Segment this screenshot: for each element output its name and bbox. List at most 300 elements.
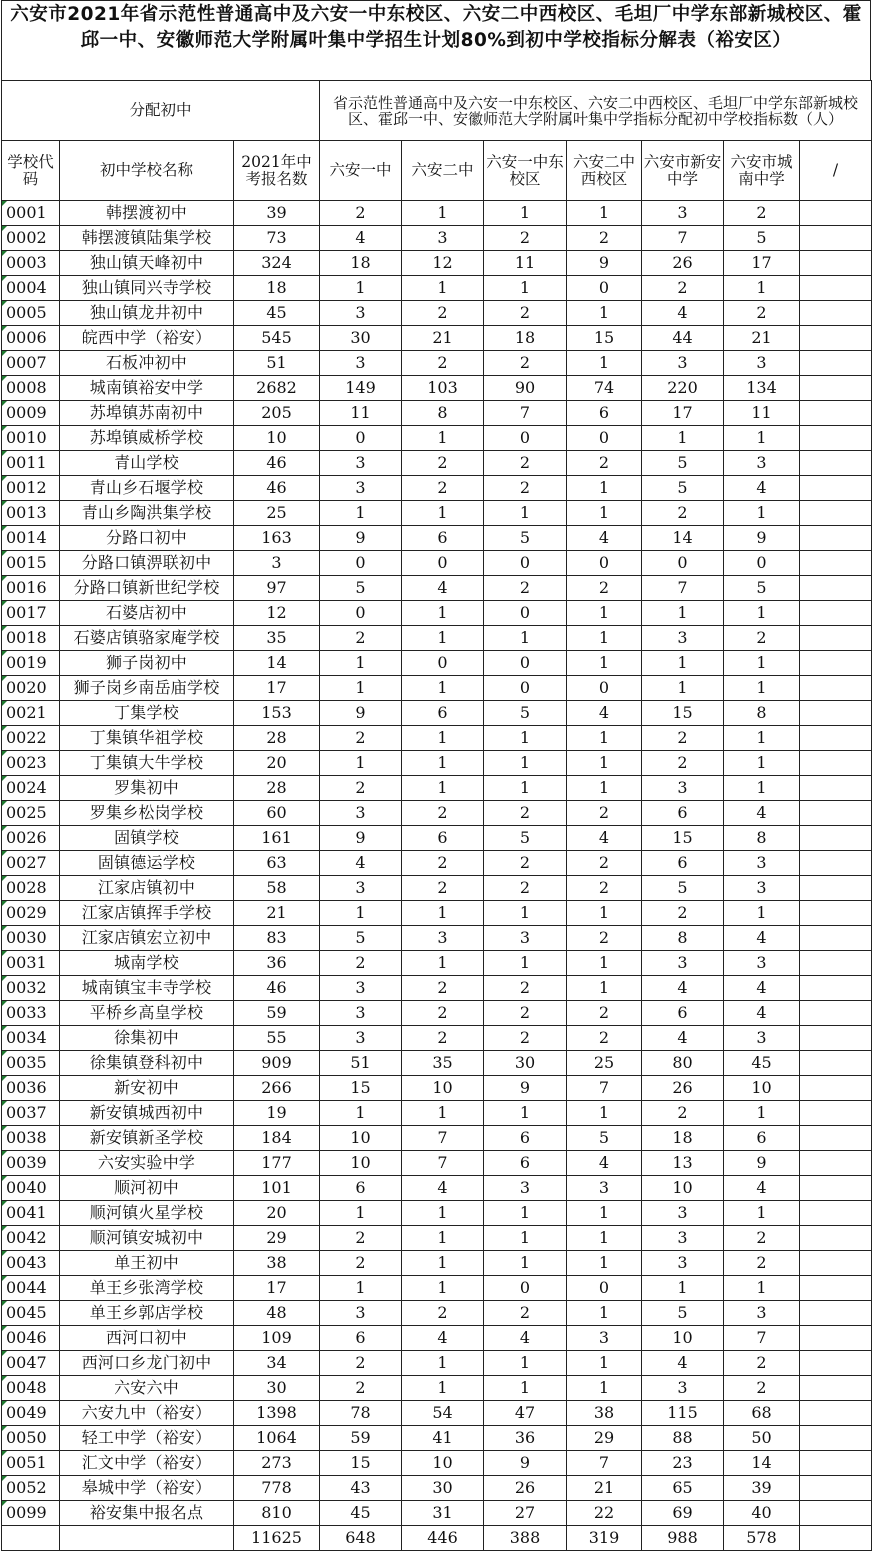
cell-liuan-no2: 1 — [402, 626, 484, 651]
cell-applicants: 51 — [234, 351, 320, 376]
cell-school-code: 0042 — [2, 1226, 60, 1251]
cell-school-code: 0099 — [2, 1501, 60, 1526]
cell-applicants: 324 — [234, 251, 320, 276]
cell-chengnan: 2 — [724, 1251, 800, 1276]
table-row — [2, 676, 872, 701]
cell-liuan-no2: 6 — [402, 526, 484, 551]
cell-liuan-no1-east: 1 — [484, 1226, 567, 1251]
cell-liuan-no2: 4 — [402, 576, 484, 601]
cell-liuan-no2-west: 2 — [567, 876, 642, 901]
cell-applicants: 778 — [234, 1476, 320, 1501]
cell-school-name: 汇文中学（裕安） — [60, 1451, 234, 1476]
cell-liuan-no2: 1 — [402, 1251, 484, 1276]
cell-applicants: 10 — [234, 426, 320, 451]
cell-liuan-no2: 21 — [402, 326, 484, 351]
cell-chengnan: 8 — [724, 701, 800, 726]
cell-school-code: 0036 — [2, 1076, 60, 1101]
cell-school-name: 石婆店初中 — [60, 601, 234, 626]
cell-xinan: 3 — [642, 1226, 724, 1251]
cell-chengnan: 21 — [724, 326, 800, 351]
cell-chengnan: 1 — [724, 426, 800, 451]
cell-school-name: 韩摆渡镇陆集学校 — [60, 226, 234, 251]
cell-liuan-no2-west: 1 — [567, 1376, 642, 1401]
table-row — [2, 276, 872, 301]
cell-liuan-no1-east: 2 — [484, 351, 567, 376]
cell-blank — [800, 701, 872, 726]
cell-liuan-no2-west: 1 — [567, 351, 642, 376]
cell-xinan: 17 — [642, 401, 724, 426]
cell-school-name: 青山乡陶洪集学校 — [60, 501, 234, 526]
sheet-title: 六安市2021年省示范性普通高中及六安一中东校区、六安二中西校区、毛坦厂中学东部新城校区、霍邱一中、安徽师范大学附属叶集中学招生计划80%到初中学校指标分解表（裕安区） — [1, 0, 871, 80]
cell-school-name: 六安实验中学 — [60, 1151, 234, 1176]
cell-chengnan: 3 — [724, 1301, 800, 1326]
cell-liuan-no2: 1 — [402, 501, 484, 526]
cell-liuan-no1-east: 2 — [484, 1026, 567, 1051]
cell-liuan-no2-west: 0 — [567, 551, 642, 576]
cell-liuan-no2-west: 1 — [567, 751, 642, 776]
cell-blank — [800, 401, 872, 426]
cell-liuan-no1: 2 — [320, 1351, 402, 1376]
cell-blank — [800, 1176, 872, 1201]
cell-liuan-no1: 3 — [320, 451, 402, 476]
cell-liuan-no2-west: 4 — [567, 526, 642, 551]
table-row — [2, 1501, 872, 1526]
cell-school-name: 青山乡石堰学校 — [60, 476, 234, 501]
table-row — [2, 451, 872, 476]
cell-liuan-no2-west: 4 — [567, 701, 642, 726]
table-row — [2, 1476, 872, 1501]
cell-liuan-no1-east: 1 — [484, 276, 567, 301]
cell-liuan-no2: 1 — [402, 601, 484, 626]
cell-liuan-no2: 1 — [402, 1276, 484, 1301]
col-header-name: 初中学校名称 — [60, 141, 234, 201]
cell-liuan-no1: 5 — [320, 926, 402, 951]
cell-school-code: 0021 — [2, 701, 60, 726]
cell-school-code: 0017 — [2, 601, 60, 626]
cell-liuan-no2-west: 1 — [567, 651, 642, 676]
cell-school-code: 0024 — [2, 776, 60, 801]
cell-liuan-no2-west: 29 — [567, 1426, 642, 1451]
cell-liuan-no1: 3 — [320, 1026, 402, 1051]
cell-school-name: 皖西中学（裕安） — [60, 326, 234, 351]
cell-liuan-no1: 1 — [320, 276, 402, 301]
cell-blank — [800, 601, 872, 626]
cell-liuan-no2-west: 1 — [567, 1201, 642, 1226]
cell-school-code: 0038 — [2, 1126, 60, 1151]
cell-school-name: 丁集学校 — [60, 701, 234, 726]
cell-blank — [800, 301, 872, 326]
cell-school-code: 0026 — [2, 826, 60, 851]
table-row — [2, 976, 872, 1001]
cell-school-name: 罗集初中 — [60, 776, 234, 801]
table-row — [2, 776, 872, 801]
cell-blank — [800, 801, 872, 826]
table-row — [2, 1301, 872, 1326]
cell-applicants: 1064 — [234, 1426, 320, 1451]
cell-liuan-no1: 3 — [320, 876, 402, 901]
cell-liuan-no2: 2 — [402, 801, 484, 826]
cell-applicants: 63 — [234, 851, 320, 876]
cell-liuan-no2-west: 1 — [567, 1301, 642, 1326]
cell-applicants: 909 — [234, 1051, 320, 1076]
cell-applicants: 38 — [234, 1251, 320, 1276]
cell-liuan-no2-west: 3 — [567, 1326, 642, 1351]
table-row — [2, 1101, 872, 1126]
cell-liuan-no1-east: 9 — [484, 1076, 567, 1101]
cell-xinan: 1 — [642, 676, 724, 701]
cell-blank — [800, 476, 872, 501]
quota-sheet — [1, 0, 871, 1551]
cell-xinan: 2 — [642, 501, 724, 526]
cell-xinan: 8 — [642, 926, 724, 951]
cell-blank — [800, 1151, 872, 1176]
cell-applicants: 12 — [234, 601, 320, 626]
cell-blank — [800, 651, 872, 676]
cell-applicants: 28 — [234, 776, 320, 801]
cell-liuan-no1: 3 — [320, 976, 402, 1001]
table-row — [2, 401, 872, 426]
cell-xinan: 80 — [642, 1051, 724, 1076]
cell-liuan-no1-east: 1 — [484, 1376, 567, 1401]
table-row — [2, 1076, 872, 1101]
cell-liuan-no1: 2 — [320, 951, 402, 976]
cell-school-name: 单王初中 — [60, 1251, 234, 1276]
cell-chengnan: 1 — [724, 901, 800, 926]
cell-school-name: 江家店镇宏立初中 — [60, 926, 234, 951]
cell-liuan-no1: 2 — [320, 726, 402, 751]
cell-xinan: 65 — [642, 1476, 724, 1501]
cell-liuan-no1-east: 2 — [484, 1001, 567, 1026]
cell-liuan-no2-west: 74 — [567, 376, 642, 401]
cell-school-code: 0007 — [2, 351, 60, 376]
cell-liuan-no2-west: 1 — [567, 201, 642, 226]
cell-school-name: 石婆店镇骆家庵学校 — [60, 626, 234, 651]
cell-school-name: 城南镇宝丰寺学校 — [60, 976, 234, 1001]
cell-xinan: 26 — [642, 251, 724, 276]
cell-liuan-no2-west: 1 — [567, 726, 642, 751]
cell-school-code: 0014 — [2, 526, 60, 551]
table-row — [2, 501, 872, 526]
cell-school-code: 0030 — [2, 926, 60, 951]
cell-liuan-no2: 1 — [402, 776, 484, 801]
cell-chengnan: 1 — [724, 751, 800, 776]
cell-blank — [800, 1376, 872, 1401]
cell-school-name: 罗集乡松岗学校 — [60, 801, 234, 826]
cell-applicants: 39 — [234, 201, 320, 226]
cell-liuan-no2: 4 — [402, 1176, 484, 1201]
cell-chengnan: 0 — [724, 551, 800, 576]
cell-liuan-no1: 18 — [320, 251, 402, 276]
cell-school-code: 0012 — [2, 476, 60, 501]
cell-applicants: 21 — [234, 901, 320, 926]
cell-applicants: 11625 — [234, 1526, 320, 1551]
cell-applicants: 18 — [234, 276, 320, 301]
cell-school-name: 徐集初中 — [60, 1026, 234, 1051]
cell-school-name: 韩摆渡初中 — [60, 201, 234, 226]
cell-xinan: 6 — [642, 1001, 724, 1026]
cell-school-name: 城南学校 — [60, 951, 234, 976]
cell-liuan-no1-east: 6 — [484, 1126, 567, 1151]
cell-chengnan: 3 — [724, 1026, 800, 1051]
cell-blank — [800, 676, 872, 701]
cell-liuan-no1: 3 — [320, 301, 402, 326]
cell-liuan-no1-east: 6 — [484, 1151, 567, 1176]
cell-liuan-no2: 1 — [402, 1226, 484, 1251]
cell-blank — [800, 901, 872, 926]
table-row — [2, 1226, 872, 1251]
cell-school-name: 分路口镇淠联初中 — [60, 551, 234, 576]
cell-liuan-no1-east: 1 — [484, 776, 567, 801]
cell-liuan-no2-west: 1 — [567, 1351, 642, 1376]
table-row — [2, 1001, 872, 1026]
table-row — [2, 376, 872, 401]
cell-xinan: 1 — [642, 1276, 724, 1301]
cell-school-name: 石板冲初中 — [60, 351, 234, 376]
cell-school-code: 0044 — [2, 1276, 60, 1301]
cell-applicants: 35 — [234, 626, 320, 651]
cell-liuan-no2-west: 5 — [567, 1126, 642, 1151]
cell-xinan: 69 — [642, 1501, 724, 1526]
cell-applicants: 2682 — [234, 376, 320, 401]
cell-liuan-no2: 30 — [402, 1476, 484, 1501]
cell-blank — [800, 451, 872, 476]
cell-liuan-no2-west: 0 — [567, 426, 642, 451]
cell-xinan: 988 — [642, 1526, 724, 1551]
cell-blank — [800, 1051, 872, 1076]
cell-liuan-no2: 41 — [402, 1426, 484, 1451]
cell-liuan-no2: 0 — [402, 551, 484, 576]
table-body — [2, 201, 872, 1551]
cell-xinan: 6 — [642, 851, 724, 876]
cell-applicants: 205 — [234, 401, 320, 426]
cell-liuan-no2: 3 — [402, 926, 484, 951]
cell-chengnan: 2 — [724, 1351, 800, 1376]
cell-chengnan: 1 — [724, 276, 800, 301]
cell-liuan-no1-east: 0 — [484, 1276, 567, 1301]
cell-applicants: 17 — [234, 1276, 320, 1301]
cell-liuan-no2: 2 — [402, 876, 484, 901]
cell-liuan-no2: 1 — [402, 426, 484, 451]
cell-liuan-no1-east: 1 — [484, 501, 567, 526]
cell-liuan-no2-west: 1 — [567, 1251, 642, 1276]
table-row — [2, 1351, 872, 1376]
table-row — [2, 1026, 872, 1051]
cell-school-code: 0031 — [2, 951, 60, 976]
cell-chengnan: 7 — [724, 1326, 800, 1351]
table-row — [2, 926, 872, 951]
cell-liuan-no1: 2 — [320, 776, 402, 801]
cell-xinan: 7 — [642, 576, 724, 601]
cell-school-name: 新安初中 — [60, 1076, 234, 1101]
cell-applicants: 48 — [234, 1301, 320, 1326]
table-row — [2, 901, 872, 926]
cell-school-code: 0028 — [2, 876, 60, 901]
cell-applicants: 59 — [234, 1001, 320, 1026]
cell-liuan-no1: 3 — [320, 1301, 402, 1326]
cell-liuan-no2: 7 — [402, 1151, 484, 1176]
cell-liuan-no2-west: 2 — [567, 926, 642, 951]
cell-blank — [800, 726, 872, 751]
cell-chengnan: 1 — [724, 676, 800, 701]
table-row — [2, 476, 872, 501]
cell-school-name: 皋城中学（裕安） — [60, 1476, 234, 1501]
cell-liuan-no2-west: 2 — [567, 226, 642, 251]
cell-xinan: 10 — [642, 1326, 724, 1351]
cell-liuan-no1-east: 9 — [484, 1451, 567, 1476]
cell-blank — [800, 1351, 872, 1376]
cell-liuan-no1: 51 — [320, 1051, 402, 1076]
table-row — [2, 701, 872, 726]
table-row — [2, 1151, 872, 1176]
cell-xinan: 3 — [642, 776, 724, 801]
cell-chengnan: 1 — [724, 776, 800, 801]
cell-chengnan: 1 — [724, 726, 800, 751]
cell-xinan: 3 — [642, 1201, 724, 1226]
cell-xinan: 3 — [642, 951, 724, 976]
cell-liuan-no2: 2 — [402, 1001, 484, 1026]
cell-liuan-no2-west: 1 — [567, 1226, 642, 1251]
cell-school-name: 独山镇龙井初中 — [60, 301, 234, 326]
cell-chengnan: 45 — [724, 1051, 800, 1076]
cell-blank — [800, 276, 872, 301]
cell-blank — [800, 1401, 872, 1426]
cell-chengnan: 4 — [724, 476, 800, 501]
col-header-applicants: 2021年中考报名数 — [234, 141, 320, 201]
cell-applicants: 20 — [234, 1201, 320, 1226]
cell-liuan-no2: 2 — [402, 976, 484, 1001]
cell-liuan-no1: 1 — [320, 1276, 402, 1301]
cell-liuan-no1-east: 3 — [484, 1176, 567, 1201]
assign-group-header: 分配初中 — [2, 81, 320, 141]
quota-group-header: 省示范性普通高中及六安一中东校区、六安二中西校区、毛坦厂中学东部新城校区、霍邱一中、安徽师范大学附属叶集中学指标分配初中学校指标数（人） — [320, 81, 872, 141]
table-row — [2, 576, 872, 601]
cell-school-code: 0034 — [2, 1026, 60, 1051]
col-header-chengnan: 六安市城南中学 — [724, 141, 800, 201]
cell-xinan: 14 — [642, 526, 724, 551]
cell-blank — [800, 1451, 872, 1476]
cell-liuan-no1-east: 2 — [484, 801, 567, 826]
cell-school-name: 江家店镇初中 — [60, 876, 234, 901]
cell-xinan: 115 — [642, 1401, 724, 1426]
cell-liuan-no1: 2 — [320, 1226, 402, 1251]
cell-xinan: 3 — [642, 1376, 724, 1401]
cell-blank — [800, 501, 872, 526]
cell-blank — [800, 1276, 872, 1301]
table-row — [2, 201, 872, 226]
cell-liuan-no2: 54 — [402, 1401, 484, 1426]
cell-school-name: 分路口初中 — [60, 526, 234, 551]
cell-school-code: 0052 — [2, 1476, 60, 1501]
cell-school-name: 轻工中学（裕安） — [60, 1426, 234, 1451]
cell-liuan-no2: 1 — [402, 201, 484, 226]
cell-xinan: 4 — [642, 1351, 724, 1376]
cell-liuan-no1-east: 47 — [484, 1401, 567, 1426]
cell-chengnan: 3 — [724, 351, 800, 376]
cell-school-name: 新安镇新圣学校 — [60, 1126, 234, 1151]
cell-liuan-no1-east: 1 — [484, 626, 567, 651]
cell-liuan-no2: 2 — [402, 351, 484, 376]
cell-liuan-no2-west: 1 — [567, 601, 642, 626]
cell-liuan-no1: 78 — [320, 1401, 402, 1426]
cell-chengnan: 1 — [724, 501, 800, 526]
cell-school-code: 0002 — [2, 226, 60, 251]
cell-chengnan: 1 — [724, 1201, 800, 1226]
cell-xinan: 2 — [642, 726, 724, 751]
cell-blank — [800, 626, 872, 651]
cell-school-name: 丁集镇华祖学校 — [60, 726, 234, 751]
cell-school-name: 苏埠镇威桥学校 — [60, 426, 234, 451]
cell-xinan: 5 — [642, 876, 724, 901]
cell-blank — [800, 526, 872, 551]
cell-xinan: 2 — [642, 276, 724, 301]
cell-applicants: 46 — [234, 476, 320, 501]
cell-xinan: 10 — [642, 1176, 724, 1201]
cell-liuan-no1-east: 2 — [484, 226, 567, 251]
cell-liuan-no2: 10 — [402, 1076, 484, 1101]
cell-xinan: 7 — [642, 226, 724, 251]
cell-xinan: 18 — [642, 1126, 724, 1151]
cell-xinan: 15 — [642, 826, 724, 851]
cell-liuan-no2-west: 21 — [567, 1476, 642, 1501]
cell-liuan-no1-east: 2 — [484, 301, 567, 326]
cell-school-code: 0043 — [2, 1251, 60, 1276]
cell-school-name: 城南镇裕安中学 — [60, 376, 234, 401]
cell-xinan: 44 — [642, 326, 724, 351]
cell-blank — [800, 251, 872, 276]
cell-school-name: 青山学校 — [60, 451, 234, 476]
cell-school-code: 0050 — [2, 1426, 60, 1451]
cell-liuan-no1: 1 — [320, 1101, 402, 1126]
cell-school-name: 徐集镇登科初中 — [60, 1051, 234, 1076]
cell-liuan-no2-west: 7 — [567, 1076, 642, 1101]
cell-liuan-no2: 1 — [402, 1101, 484, 1126]
table-row — [2, 826, 872, 851]
cell-chengnan: 40 — [724, 1501, 800, 1526]
cell-liuan-no2: 1 — [402, 276, 484, 301]
cell-school-name: 固镇德运学校 — [60, 851, 234, 876]
cell-blank — [800, 876, 872, 901]
cell-xinan: 5 — [642, 476, 724, 501]
table-row — [2, 1276, 872, 1301]
cell-blank — [800, 1001, 872, 1026]
cell-liuan-no2-west: 0 — [567, 276, 642, 301]
cell-chengnan: 5 — [724, 576, 800, 601]
cell-liuan-no2-west: 15 — [567, 326, 642, 351]
table-row — [2, 876, 872, 901]
cell-applicants: 17 — [234, 676, 320, 701]
cell-liuan-no1: 11 — [320, 401, 402, 426]
cell-school-name: 六安六中 — [60, 1376, 234, 1401]
cell-liuan-no1-east: 1 — [484, 901, 567, 926]
table-row — [2, 251, 872, 276]
cell-liuan-no1-east: 30 — [484, 1051, 567, 1076]
cell-liuan-no2-west: 2 — [567, 576, 642, 601]
cell-liuan-no1-east: 26 — [484, 1476, 567, 1501]
cell-liuan-no2: 2 — [402, 851, 484, 876]
cell-blank — [800, 376, 872, 401]
cell-xinan: 1 — [642, 651, 724, 676]
cell-applicants: 1398 — [234, 1401, 320, 1426]
col-header-xinan: 六安市新安中学 — [642, 141, 724, 201]
cell-liuan-no1-east: 0 — [484, 651, 567, 676]
cell-liuan-no1: 4 — [320, 226, 402, 251]
table-row — [2, 1126, 872, 1151]
table-row — [2, 1051, 872, 1076]
cell-liuan-no1-east: 2 — [484, 576, 567, 601]
table-row — [2, 326, 872, 351]
cell-chengnan: 3 — [724, 951, 800, 976]
cell-liuan-no1-east: 1 — [484, 1201, 567, 1226]
